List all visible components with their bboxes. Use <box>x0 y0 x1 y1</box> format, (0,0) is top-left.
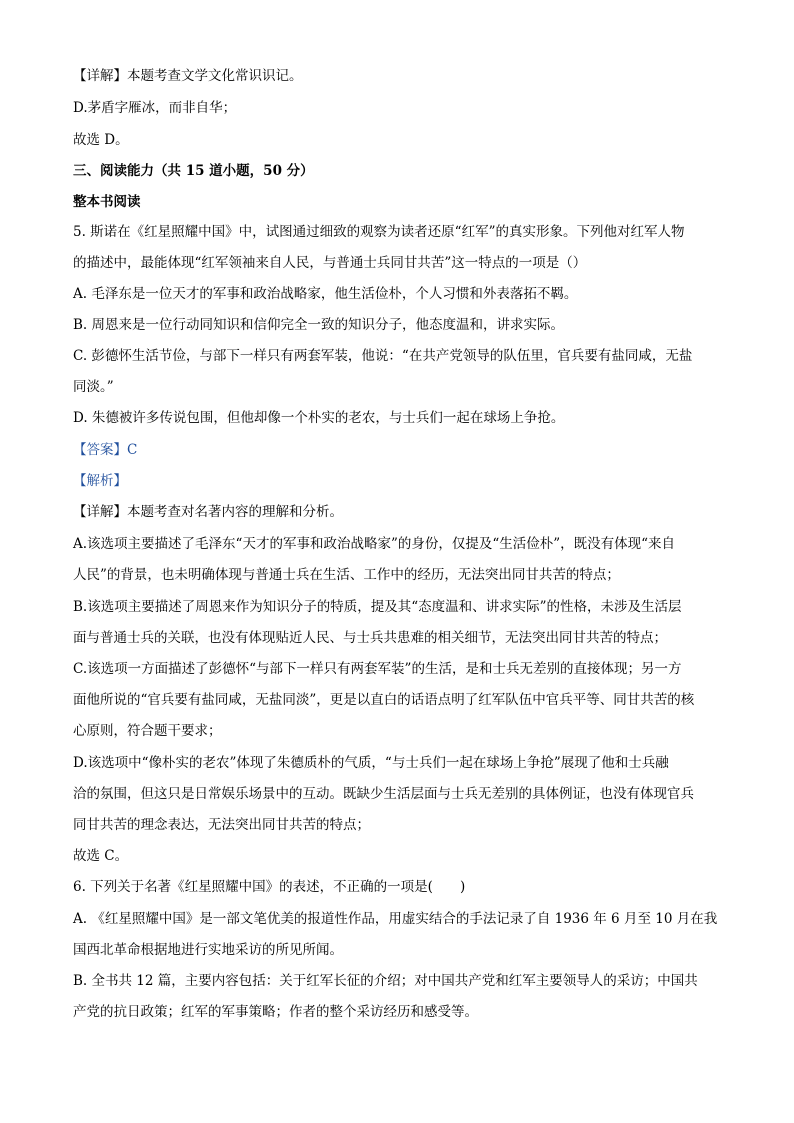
analysis-line: 面与普通士兵的关联，也没有体现贴近人民、与士兵共患难的相关细节，无法突出同甘共苦的特点； <box>73 630 667 646</box>
question-6-stem: 6. 下列关于名著《红星照耀中国》的表述，不正确的一项是( ) <box>73 879 466 895</box>
option-b: B. 周恩来是一位行动同知识和信仰完全一致的知识分子，他态度温和，讲求实际。 <box>73 317 565 333</box>
analysis-line: C.该选项一方面描述了彭德怀“与部下一样只有两套军装”的生活，是和士兵无差别的直接体现；另一方 <box>73 661 682 677</box>
analysis-line: B.该选项主要描述了周恩来作为知识分子的特质，提及其“态度温和、讲求实际”的性格，未涉及生活层 <box>73 599 682 615</box>
subsection-heading: 整本书阅读 <box>73 194 141 210</box>
option-a: A. 毛泽东是一位天才的军事和政治战略家，他生活俭朴，个人习惯和外表落拓不羁。 <box>73 286 578 302</box>
analysis-line: A.该选项主要描述了毛泽东“天才的军事和政治战略家”的身份，仅提及“生活俭朴”，既没有体现“来自 <box>73 536 676 552</box>
analysis-label: 【解析】 <box>73 473 127 489</box>
analysis-line: 洽的氛围，但这只是日常娱乐场景中的互动。既缺少生活层面与士兵无差别的具体例证，也没有体现官兵 <box>73 786 694 802</box>
analysis-line: 人民”的背景，也未明确体现与普通士兵在生活、工作中的经历，无法突出同甘共苦的特点； <box>73 567 620 583</box>
question-5-stem: 5. 斯诺在《红星照耀中国》中，试图通过细致的观察为读者还原“红军”的真实形象。下列他对红军人物 <box>73 224 685 240</box>
text-line: 故选 D。 <box>73 132 129 148</box>
analysis-line: 心原则，符合题干要求； <box>73 723 222 739</box>
question-5-stem-cont: 的描述中，最能体现“红军领袖来自人民，与普通士兵同甘共苦”这一特点的一项是（） <box>73 255 587 271</box>
text-line: 故选 C。 <box>73 848 129 864</box>
section-heading: 三、阅读能力（共 15 道小题，50 分） <box>73 163 314 179</box>
detail-heading-2: 【详解】本题考查对名著内容的理解和分析。 <box>73 504 343 520</box>
answer-label: 【答案】C <box>73 442 138 458</box>
option-a-cont: 国西北革命根据地进行实地采访的所见所闻。 <box>73 942 343 958</box>
option-a: A. 《红星照耀中国》是一部文笔优美的报道性作品，用虚实结合的手法记录了自 1936 年 6 月至 10 月在我 <box>73 911 718 927</box>
analysis-line: 同甘共苦的理念表达，无法突出同甘共苦的特点； <box>73 817 370 833</box>
detail-heading-1: 【详解】本题考查文学文化常识识记。 <box>73 68 303 84</box>
analysis-line: D.该选项中“像朴实的老农”体现了朱德质朴的气质，“与士兵们一起在球场上争抢”展现了他和士兵融 <box>73 755 669 771</box>
option-b-cont: 产党的抗日政策；红军的军事策略；作者的整个采访经历和感受等。 <box>73 1004 478 1020</box>
option-b: B. 全书共 12 篇，主要内容包括：关于红军长征的介绍；对中国共产党和红军主要领导人的采访；中国共 <box>73 973 698 989</box>
analysis-line: 面他所说的“官兵要有盐同咸，无盐同淡”，更是以直白的话语点明了红军队伍中官兵平等、同甘共苦的核 <box>73 692 695 708</box>
text-line: D.茅盾字雁冰，而非自华； <box>73 100 237 116</box>
option-c: C. 彭德怀生活节俭，与部下一样只有两套军装，他说：“在共产党领导的队伍里，官兵要有盐同咸，无盐 <box>73 348 693 364</box>
option-d: D. 朱德被许多传说包围，但他却像一个朴实的老农，与士兵们一起在球场上争抢。 <box>73 410 565 426</box>
option-c-cont: 同淡。” <box>73 379 114 395</box>
